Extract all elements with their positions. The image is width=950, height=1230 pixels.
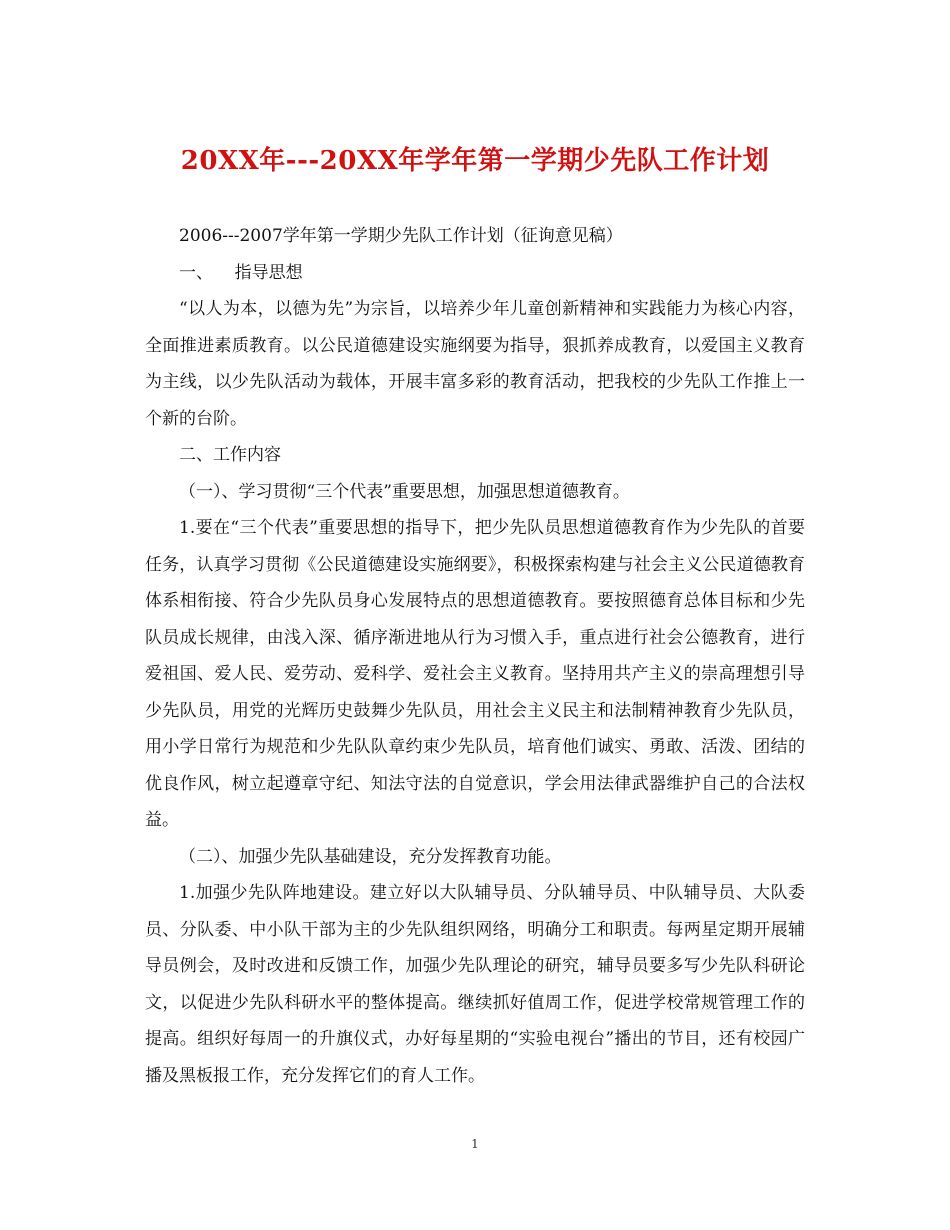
- document-body: [145, 218, 805, 1094]
- guiding-ideology-paragraph: “以人为本，以德为先”为宗旨，以培养少年儿童创新精神和实践能力为核心内容，全面推进素质教育。以公民道德建设实施纲要为指导，狠抓养成教育，以爱国主义教育为主线，以少先队活动为载体，开展丰富多彩的教育活动，把我校的少先队工作推上一个新的台阶。: [145, 299, 805, 429]
- item-paragraph-2: 1.加强少先队阵地建设。建立好以大队辅导员、分队辅导员、中队辅导员、大队委员、分队委、中小队干部为主的少先队组织网络，明确分工和职责。每两星定期开展辅导员例会，及时改进和反馈工作，加强少先队理论的研究，辅导员要多写少先队科研论文，以促进少先队科研水平的整体提高。继续抓好值周工作，促进学校常规管理工作的提高。组织好每周一的升旗仪式，办好每星期的“实验电视台”播出的节目，还有校园广播及黑板报工作，充分发挥它们的育人工作。: [145, 883, 805, 1086]
- page-number: 1: [471, 1137, 479, 1151]
- section-heading-work-content: 二、工作内容: [179, 445, 281, 465]
- section-heading-guiding-ideology: 一、 指导思想: [179, 262, 303, 283]
- subtitle-paragraph: 2006---2007学年第一学期少先队工作计划（征询意见稿）: [179, 226, 623, 246]
- document-title: 20XX年---20XX年学年第一学期少先队工作计划: [180, 146, 770, 176]
- subsection-heading-2: （二）、加强少先队基础建设，充分发挥教育功能。: [179, 846, 562, 867]
- subsection-heading-1: （一）、学习贯彻“三个代表”重要思想，加强思想道德教育。: [179, 481, 630, 502]
- item-paragraph-1: 1.要在“三个代表”重要思想的指导下，把少先队员思想道德教育作为少先队的首要任务，认真学习贯彻《公民道德建设实施纲要》，积极探索构建与社会主义公民道德教育体系相衔接、符合少先队员身心发展特点的思想道德教育。要按照德育总体目标和少先队员成长规律，由浅入深、循序渐进地从行为习惯入手，重点进行社会公德教育，进行爱祖国、爱人民、爱劳动、爱科学、爱社会主义教育。坚持用共产主义的崇高理想引导少先队员，用党的光辉历史鼓舞少先队员，用社会主义民主和法制精神教育少先队员，用小学日常行为规范和少先队队章约束少先队员，培育他们诚实、勇敢、活泼、团结的优良作风，树立起遵章守纪、知法守法的自觉意识，学会用法律武器维护自己的合法权益。: [145, 518, 805, 830]
